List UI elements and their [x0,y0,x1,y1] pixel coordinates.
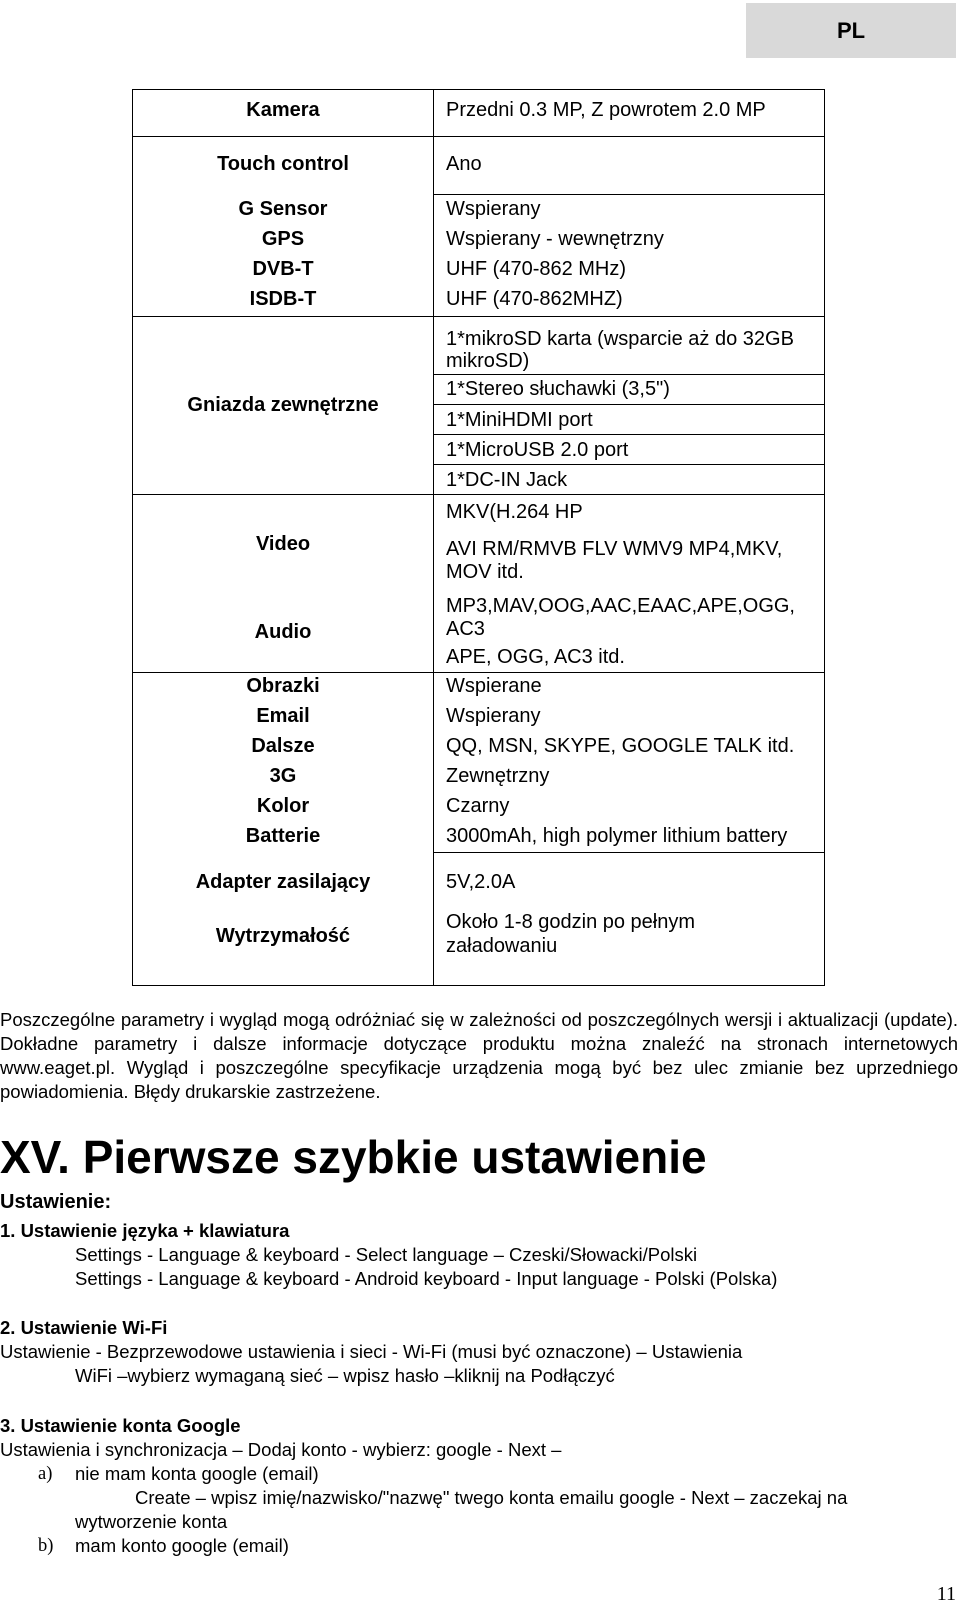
spec-value-audio-2: AC3 [446,618,485,640]
step3-option-a-sub-1: Create – wpisz imię/nazwisko/"nazwę" twego konta emailu google - Next – zaczekaj na [135,1487,848,1508]
spec-value-video-2: AVI RM/RMVB FLV WMV9 MP4,MKV, [446,538,783,560]
spec-value-touch: Ano [446,153,482,175]
step3-option-a: nie mam konta google (email) [75,1463,319,1484]
spec-value-kolor: Czarny [446,795,510,817]
spec-value-dalsze: QQ, MSN, SKYPE, GOOGLE TALK itd. [446,735,795,757]
step3-option-b: mam konto google (email) [75,1535,289,1556]
row-separator [433,464,824,465]
spec-value-adapter: 5V,2.0A [446,871,516,893]
row-separator [133,672,824,673]
setup-heading: Ustawienie: [0,1191,112,1213]
row-separator [433,374,824,375]
table-column-divider [433,90,434,985]
row-separator [133,136,824,137]
spec-value-wytrzymalosc-2: załadowaniu [446,935,558,957]
row-separator [433,404,824,405]
spec-label-audio: Audio [254,621,312,643]
section-title: XV. Pierwsze szybkie ustawienie [0,1131,707,1183]
language-badge [746,3,956,58]
spec-value-gniazda-4: 1*MiniHDMI port [446,409,593,431]
spec-value-video-3: MOV itd. [446,561,524,583]
spec-label-video: Video [255,533,311,555]
spec-label-kolor: Kolor [256,795,310,817]
spec-label-dvbt: DVB-T [252,258,314,280]
language-badge-label: PL [836,17,866,43]
spec-label-isdbt: ISDB-T [249,288,317,310]
step1-line-1: Settings - Language & keyboard - Select language – Czeski/Słowacki/Polski [75,1244,698,1265]
spec-label-adapter: Adapter zasilający [195,871,371,893]
spec-value-batterie: 3000mAh, high polymer lithium battery [446,825,788,847]
spec-value-dvbt: UHF (470-862 MHz) [446,258,627,280]
step3-intro: Ustawienia i synchronizacja – Dodaj konto - wybierz: google - Next – [0,1439,562,1460]
spec-label-email: Email [256,705,310,727]
spec-value-gniazda-5: 1*MicroUSB 2.0 port [446,439,629,461]
row-separator [433,194,824,195]
spec-value-gniazda-1: 1*mikroSD karta (wsparcie aż do 32GB [446,328,794,350]
spec-value-video-1: MKV(H.264 HP [446,501,583,523]
spec-value-wytrzymalosc-1: Około 1-8 godzin po pełnym [446,911,696,933]
spec-value-isdbt: UHF (470-862MHZ) [446,288,623,310]
step1-title: 1. Ustawienie języka + klawiatura [0,1220,290,1241]
spec-label-3g: 3G [269,765,297,787]
spec-value-gniazda-6: 1*DC-IN Jack [446,469,568,491]
spec-value-gniazda-3: 1*Stereo słuchawki (3,5") [446,378,670,400]
spec-label-obrazki: Obrazki [246,675,320,697]
spec-value-obrazki: Wspierane [446,675,542,697]
spec-label-batterie: Batterie [245,825,321,847]
step3-title: 3. Ustawienie konta Google [0,1415,241,1436]
list-marker-b: b) [38,1536,54,1556]
spec-table [132,89,825,986]
spec-value-kamera: Przedni 0.3 MP, Z powrotem 2.0 MP [446,99,766,121]
disclaimer-paragraph: Poszczególne parametry i wygląd mogą odróżniać się w zależności od poszczególnych wersji i aktualizacji (update). Dokładne parametry i dalsze informacje dotyczące produktu można znaleźć na stronach internetowych www.eaget.pl. Wygląd i poszczególne specyfikacje urządzenia mogą być bez ulec zmianie bez uprzedniego powiadomienia. Błędy drukarskie zastrzeżene. [0,1009,958,1102]
spec-label-dalsze: Dalsze [251,735,315,757]
spec-value-gsensor: Wspierany [446,198,541,220]
row-separator [133,494,824,495]
spec-label-gsensor: G Sensor [238,198,328,220]
step3-option-a-sub-2: wytworzenie konta [75,1511,228,1532]
spec-value-gniazda-2: mikroSD) [446,350,530,372]
row-separator [433,434,824,435]
spec-value-audio-3: APE, OGG, AC3 itd. [446,646,625,668]
step2-line-2: WiFi –wybierz wymaganą sieć – wpisz hasło –kliknij na Podłączyć [75,1365,615,1386]
step1-line-2: Settings - Language & keyboard - Android keyboard - Input language - Polski (Polska) [75,1268,778,1289]
spec-label-touch: Touch control [217,153,349,175]
spec-label-wytrzymalosc: Wytrzymałość [215,925,351,947]
spec-value-email: Wspierany [446,705,541,727]
spec-value-gps: Wspierany - wewnętrzny [446,228,664,250]
page-number: 11 [936,1583,956,1605]
row-separator [433,852,824,853]
step2-line-1: Ustawienie - Bezprzewodowe ustawienia i sieci - Wi-Fi (musi być oznaczone) – Ustawienia [0,1341,743,1362]
list-marker-a: a) [38,1464,53,1484]
spec-label-kamera: Kamera [246,99,320,121]
spec-label-gniazda: Gniazda zewnętrzne [187,394,379,416]
row-separator [133,316,824,317]
spec-label-gps: GPS [261,228,305,250]
spec-value-3g: Zewnętrzny [446,765,550,787]
step2-title: 2. Ustawienie Wi-Fi [0,1317,168,1338]
spec-value-audio-1: MP3,MAV,OOG,AAC,EAAC,APE,OGG, [446,595,795,617]
